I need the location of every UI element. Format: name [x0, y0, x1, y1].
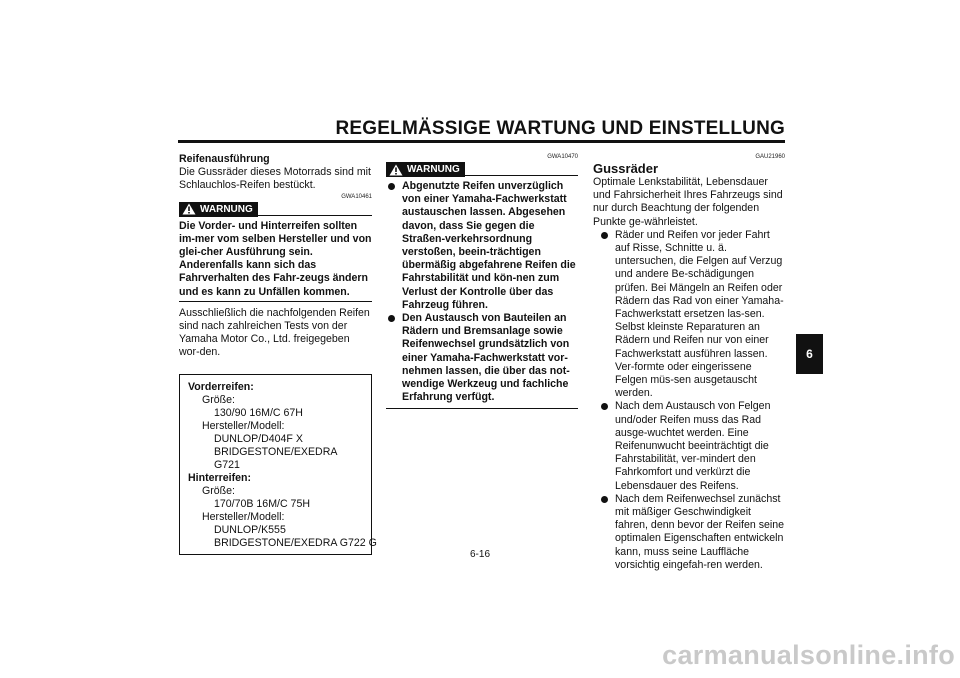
- bullet-icon: [601, 403, 608, 410]
- list-item: [386, 312, 578, 404]
- warning-triangle-icon: [389, 164, 403, 176]
- rear-maker-1: DUNLOP/K555: [214, 523, 286, 536]
- page-title: REGELMÄSSIGE WARTUNG UND EINSTELLUNG: [335, 118, 785, 139]
- list-item: [599, 400, 785, 492]
- warning-badge: [179, 202, 258, 217]
- warning-triangle-icon: [182, 203, 196, 215]
- column-warning: [386, 153, 578, 409]
- list-item-text: Abgenutzte Reifen unverzüglich von einer Yamaha-Fachwerkstatt austauschen lassen. Abgesehen davon, dass Sie gegen die Straßen-verkehrsordnung verstoßen, beein-trächtigen übermäßig abgefahrene Reifen die Fahrstabilität und kön-nen zum Verlust der Kontrolle über das Fahrzeug führen.: [402, 180, 576, 311]
- section-code: GAU21960: [755, 154, 785, 160]
- list-item-text: Nach dem Austausch von Felgen und/oder Reifen muss das Rad ausge-wuchtet werden. Eine Reifenunwucht beeinträchtigt die Fahrstabilität, ver-mindert den Fahrkomfort und verkürzt die Lebensdauer des Reifens.: [615, 400, 771, 492]
- bullet-icon: [601, 496, 608, 503]
- cast-wheels-intro: Optimale Lenkstabilität, Lebensdauer und Fahrsicherheit Ihres Fahrzeugs sind nur durch Beachtung der folgenden Punkte ge-währleistet.: [593, 176, 783, 228]
- list-item: [386, 180, 578, 312]
- warning-badge: [386, 162, 465, 177]
- section-heading-cast-wheels: Gussräder: [593, 161, 659, 176]
- section-heading-tire-type: Reifenausführung: [179, 153, 270, 165]
- title-divider: [178, 140, 785, 143]
- warning-end-rule: [386, 408, 578, 409]
- warning-header: [179, 202, 372, 217]
- cast-wheels-bullet-list: [599, 229, 785, 572]
- front-maker-1: DUNLOP/D404F X: [214, 432, 303, 445]
- front-size-label: Größe:: [202, 393, 235, 406]
- column-tire-type: [179, 153, 377, 555]
- warning-bullet-list: [386, 180, 578, 404]
- front-maker-label: Hersteller/Modell:: [202, 419, 285, 432]
- rear-size-label: Größe:: [202, 484, 235, 497]
- bullet-icon: [601, 232, 608, 239]
- page-number: 6-16: [469, 549, 490, 560]
- approved-tires-text: Ausschließlich die nachfolgenden Reifen sind nach zahlreichen Tests von der Yamaha Motor Co., Ltd. freigegeben wor-den.: [179, 306, 370, 359]
- warning-code: GWA10470: [547, 154, 578, 160]
- bullet-icon: [388, 315, 395, 322]
- warning-label: WARNUNG: [200, 203, 253, 215]
- warning-end-rule: [179, 301, 372, 302]
- bullet-icon: [388, 183, 395, 190]
- warning-header: [386, 162, 578, 177]
- front-maker-2: BRIDGESTONE/EXEDRA G721: [214, 445, 337, 471]
- warning-code: GWA10461: [341, 193, 372, 200]
- front-size-value: 130/90 16M/C 67H: [214, 406, 303, 419]
- rear-maker-label: Hersteller/Modell:: [202, 510, 285, 523]
- rear-tire-label: Hinterreifen:: [188, 471, 251, 484]
- chapter-tab: 6: [796, 334, 823, 374]
- warning-header-line: [258, 215, 372, 216]
- tire-type-intro: Die Gussräder dieses Motorrads sind mit Schlauchlos-Reifen bestückt.: [179, 166, 371, 192]
- front-tire-label: Vorderreifen:: [188, 380, 254, 393]
- list-item-text: Nach dem Reifenwechsel zunächst mit mäßiger Geschwindigkeit fahren, denn bevor der Reifen seine optimalen Eigenschaften entwickeln kann, muss seine Lauffläche vorsichtig eingefah-ren werden.: [615, 492, 785, 571]
- tire-spec-box: [179, 374, 377, 555]
- column-cast-wheels: [593, 153, 785, 572]
- watermark: carmanualsonline.info: [662, 640, 955, 670]
- list-item-text: Den Austausch von Bauteilen an Rädern und Bremsanlage sowie Reifenwechsel grundsätzlich von einer Yamaha-Fachwerkstatt vor-nehmen lassen, die über das not-wendige Werkzeug und fachliche Erfahrung verfügt.: [402, 312, 570, 404]
- warning-label: WARNUNG: [407, 163, 460, 175]
- list-item-text: Räder und Reifen vor jeder Fahrt auf Risse, Schnitte u. ä. untersuchen, die Felgen auf Verzug und andere Be-schädigungen prüfen. Bei Mängeln an Reifen oder Rädern das Rad von einer Yamaha-Fachwerkstatt ersetzen las-sen. Selbst kleinste Reparaturen an Rädern und Reifen nur von einer Fachwerkstatt ausführen lassen. Ver-formte oder eingerissene Felgen müs-sen ausgetauscht werden.: [615, 228, 784, 400]
- list-item: [599, 493, 785, 572]
- warning-text: Die Vorder- und Hinterreifen sollten im-mer vom selben Hersteller und von glei-cher Ausführung sein. Anderenfalls kann sich das Fahrverhalten des Fahr-zeugs ändern und es kann zu Unfällen kommen.: [179, 219, 372, 298]
- list-item: [599, 229, 785, 401]
- rear-size-value: 170/70B 16M/C 75H: [214, 497, 310, 510]
- warning-header-line: [465, 175, 578, 176]
- rear-maker-2: BRIDGESTONE/EXEDRA G722 G: [214, 536, 377, 549]
